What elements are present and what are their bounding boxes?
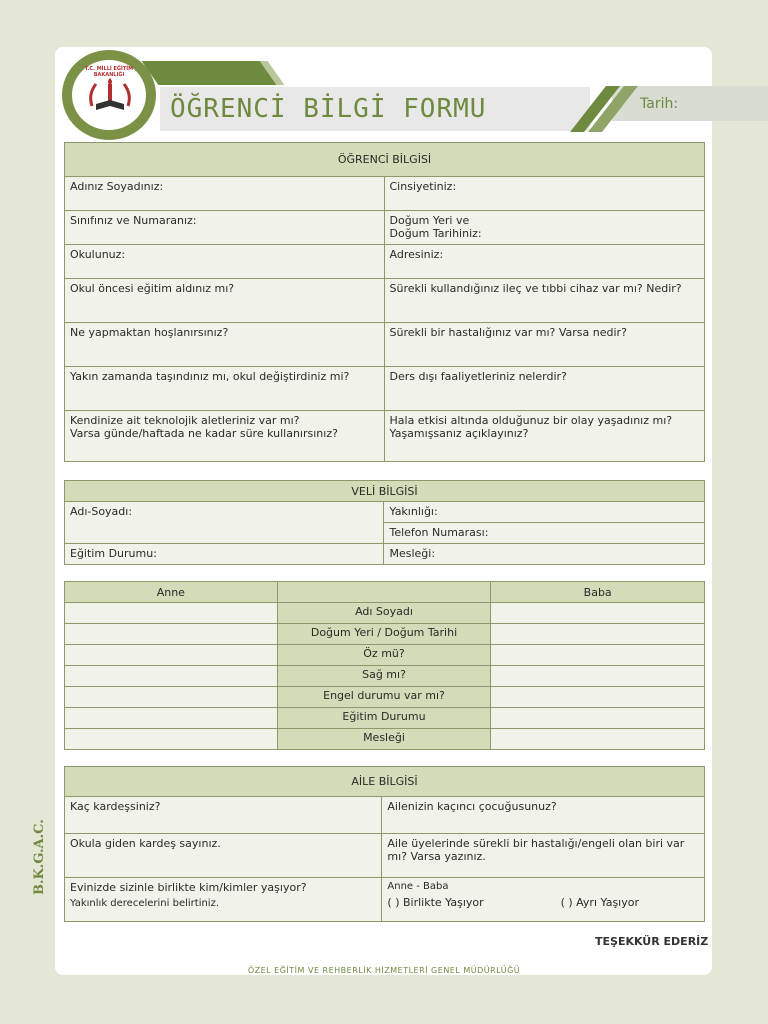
preschool-field[interactable]: Okul öncesi eğitim aldınız mı? bbox=[65, 279, 385, 323]
mother-cell[interactable] bbox=[65, 708, 278, 729]
event-field[interactable]: Hala etkisi altında olduğunuz bir olay yaşadınız mı? Yaşamışsanız açıklayınız? bbox=[384, 411, 705, 462]
school-siblings-field[interactable]: Okula giden kardeş sayınız. bbox=[65, 834, 382, 878]
father-cell[interactable] bbox=[491, 729, 705, 750]
title-stripe bbox=[142, 61, 279, 85]
side-mark: B.K.G.A.C. bbox=[32, 819, 47, 895]
class-field[interactable]: Sınıfınız ve Numaranız: bbox=[65, 211, 385, 245]
row-label: Adı Soyadı bbox=[277, 603, 491, 624]
guardian-job-field[interactable]: Mesleği: bbox=[384, 544, 705, 565]
father-cell[interactable] bbox=[491, 687, 705, 708]
technology-field[interactable]: Kendinize ait teknolojik aletleriniz var mı? Varsa günde/haftada ne kadar süre kullanırsınız? bbox=[65, 411, 385, 462]
name-field[interactable]: Adınız Soyadınız: bbox=[65, 177, 385, 211]
student-heading: ÖĞRENCİ BİLGİSİ bbox=[65, 143, 705, 177]
siblings-field[interactable]: Kaç kardeşsiniz? bbox=[65, 797, 382, 834]
apart-option[interactable]: ( ) Ayrı Yaşıyor bbox=[560, 896, 639, 909]
guardian-education-field[interactable]: Eğitim Durumu: bbox=[65, 544, 384, 565]
birth-field[interactable]: Doğum Yeri ve Doğum Tarihiniz: bbox=[384, 211, 705, 245]
guardian-table bbox=[64, 480, 705, 565]
parents-middle-heading bbox=[277, 582, 491, 603]
thanks-text: TEŞEKKÜR EDERİZ bbox=[595, 935, 709, 948]
guardian-name-field[interactable]: Adı-Soyadı: bbox=[65, 502, 384, 544]
hobby-field[interactable]: Ne yapmaktan hoşlanırsınız? bbox=[65, 323, 385, 367]
father-heading: Baba bbox=[491, 582, 705, 603]
phone-field[interactable]: Telefon Numarası: bbox=[384, 523, 705, 544]
school-field[interactable]: Okulunuz: bbox=[65, 245, 385, 279]
together-option[interactable]: ( ) Birlikte Yaşıyor bbox=[387, 896, 484, 909]
medication-field[interactable]: Sürekli kullandığınız ileç ve tıbbi cihaz var mı? Nedir? bbox=[384, 279, 705, 323]
illness-field[interactable]: Sürekli bir hastalığınız var mı? Varsa nedir? bbox=[384, 323, 705, 367]
living-with-note: Yakınlık derecelerini belirtiniz. bbox=[70, 898, 220, 909]
row-label: Eğitim Durumu bbox=[277, 708, 491, 729]
student-table bbox=[64, 142, 705, 462]
parents-status-label: Anne - Baba bbox=[387, 881, 449, 892]
relation-field[interactable]: Yakınlığı: bbox=[384, 502, 705, 523]
parents-table bbox=[64, 581, 705, 750]
mother-cell[interactable] bbox=[65, 624, 278, 645]
torch-book-icon bbox=[86, 76, 134, 120]
living-with-field[interactable] bbox=[65, 878, 382, 922]
date-band bbox=[612, 86, 768, 121]
address-field[interactable]: Adresiniz: bbox=[384, 245, 705, 279]
row-label: Doğum Yeri / Doğum Tarihi bbox=[277, 624, 491, 645]
mother-cell[interactable] bbox=[65, 666, 278, 687]
logo-text: T.C. MİLLİ EĞİTİM BAKANLIĞI bbox=[84, 66, 134, 78]
mother-cell[interactable] bbox=[65, 603, 278, 624]
living-with-label: Evinizde sizinle birlikte kim/kimler yaşıyor? bbox=[70, 881, 307, 894]
page-title: ÖĞRENCİ BİLGİ FORMU bbox=[170, 94, 487, 124]
mother-cell[interactable] bbox=[65, 729, 278, 750]
gender-field[interactable]: Cinsiyetiniz: bbox=[384, 177, 705, 211]
row-label: Engel durumu var mı? bbox=[277, 687, 491, 708]
mother-cell[interactable] bbox=[65, 645, 278, 666]
row-label: Sağ mı? bbox=[277, 666, 491, 687]
family-table bbox=[64, 766, 705, 922]
row-label: Öz mü? bbox=[277, 645, 491, 666]
date-label: Tarih: bbox=[640, 96, 679, 112]
father-cell[interactable] bbox=[491, 603, 705, 624]
activities-field[interactable]: Ders dışı faaliyetleriniz nelerdir? bbox=[384, 367, 705, 411]
row-label: Mesleği bbox=[277, 729, 491, 750]
mother-cell[interactable] bbox=[65, 687, 278, 708]
family-illness-field[interactable]: Aile üyelerinde sürekli bir hastalığı/engeli olan biri var mı? Varsa yazınız. bbox=[382, 834, 705, 878]
ministry-logo bbox=[62, 50, 156, 140]
father-cell[interactable] bbox=[491, 666, 705, 687]
footer-text: ÖZEL EĞİTİM VE REHBERLİK HİZMETLERİ GENEL MÜDÜRLÜĞÜ bbox=[247, 966, 521, 975]
guardian-heading: VELİ BİLGİSİ bbox=[65, 481, 705, 502]
parents-status-field bbox=[382, 878, 705, 922]
father-cell[interactable] bbox=[491, 645, 705, 666]
moved-field[interactable]: Yakın zamanda taşındınız mı, okul değiştirdiniz mi? bbox=[65, 367, 385, 411]
mother-heading: Anne bbox=[65, 582, 278, 603]
family-heading: AİLE BİLGİSİ bbox=[65, 767, 705, 797]
father-cell[interactable] bbox=[491, 624, 705, 645]
father-cell[interactable] bbox=[491, 708, 705, 729]
birth-order-field[interactable]: Ailenizin kaçıncı çocuğusunuz? bbox=[382, 797, 705, 834]
